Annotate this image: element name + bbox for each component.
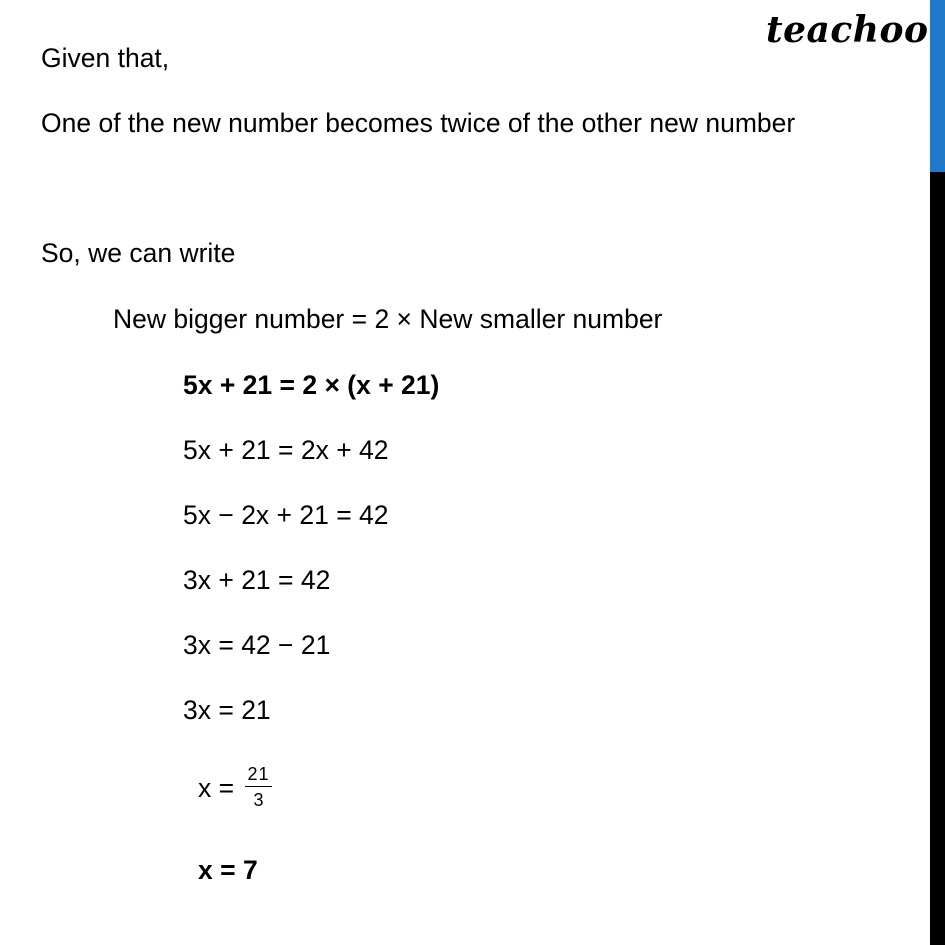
equation-3: 5x − 2x + 21 = 42 bbox=[183, 500, 389, 530]
final-answer: x = 7 bbox=[198, 855, 258, 885]
equation-7 bbox=[198, 764, 272, 812]
sidebar-accent-strip bbox=[930, 0, 945, 172]
so-text: So, we can write bbox=[41, 238, 236, 268]
teachoo-logo: teachoo bbox=[766, 9, 929, 51]
fraction-numerator: 21 bbox=[245, 765, 271, 787]
right-sidebar-bar bbox=[930, 0, 945, 945]
equation-6: 3x = 21 bbox=[183, 695, 271, 725]
fraction-denominator: 3 bbox=[253, 790, 264, 810]
equation-7-lhs: x = bbox=[198, 773, 235, 803]
equation-4: 3x + 21 = 42 bbox=[183, 565, 331, 595]
fraction bbox=[245, 765, 271, 809]
equation-1: 5x + 21 = 2 × (x + 21) bbox=[183, 370, 440, 400]
equation-2: 5x + 21 = 2x + 42 bbox=[183, 435, 389, 465]
statement-text: One of the new number becomes twice of the other new number bbox=[41, 108, 796, 138]
given-text: Given that, bbox=[41, 43, 170, 73]
relation-text: New bigger number = 2 × New smaller number bbox=[113, 304, 663, 334]
equation-5: 3x = 42 − 21 bbox=[183, 630, 331, 660]
